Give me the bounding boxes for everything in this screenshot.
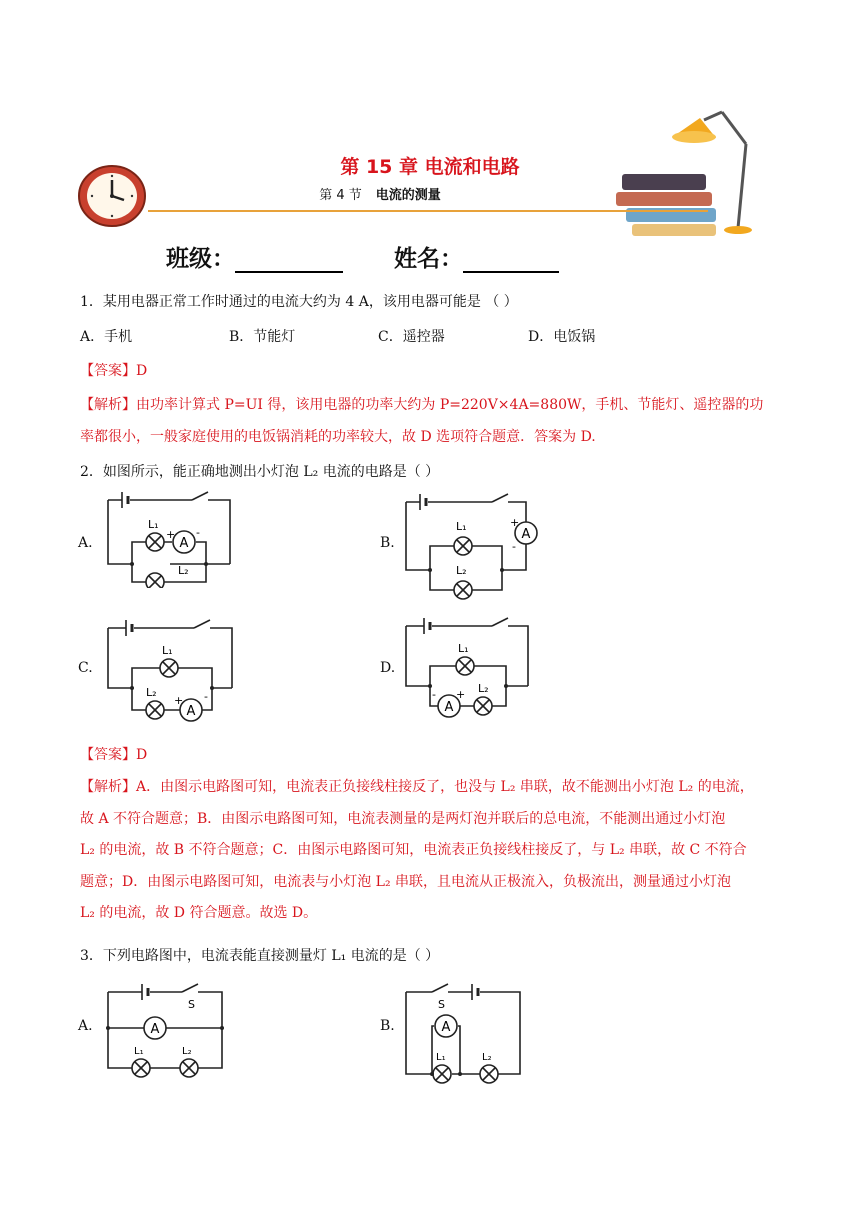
q1-option-c: C．遥控器 xyxy=(378,329,445,345)
q2d-minus-label: - xyxy=(432,688,436,701)
class-field xyxy=(166,240,343,273)
q2b-ammeter-label: A xyxy=(521,527,531,542)
q1-analysis-line-1: 【解析】由功率计算式 P=UI 得，该用电器的功率大约为 P=220V×4A=880W，手机、节能灯、遥控器的功 xyxy=(80,397,764,413)
q2-option-d-label: D. xyxy=(380,660,396,676)
q2-analysis-line-5: L₂ 的电流，故 D 符合题意。故选 D。 xyxy=(80,905,318,921)
class-label: 班级： xyxy=(166,246,235,272)
q1-stem: 1．某用电器正常工作时通过的电流大约为 4 A，该用电器可能是 （ ） xyxy=(80,294,518,310)
name-blank xyxy=(463,247,559,273)
q2-analysis-line-1: 【解析】A．由图示电路图可知，电流表正负接线柱接反了，也没与 L₂ 串联，故不能测出小灯泡 L₂ 的电流， xyxy=(80,779,754,795)
q1-option-b: B．节能灯 xyxy=(229,329,296,345)
section-heading xyxy=(0,184,760,203)
class-blank xyxy=(235,247,343,273)
q3b-ammeter-label: A xyxy=(441,1020,451,1035)
q3-circuit-b xyxy=(402,978,526,1084)
q2-stem: 2．如图所示，能正确地测出小灯泡 L₂ 电流的电路是（ ） xyxy=(80,464,440,480)
q2-option-a-label: A. xyxy=(78,535,93,551)
q2-circuit-d xyxy=(402,612,534,724)
q2d-lamp1-label: L₁ xyxy=(458,642,469,655)
chapter-title: 第 15 章 电流和电路 xyxy=(340,156,520,178)
q3-option-b-label: B. xyxy=(380,1018,395,1034)
q1-option-a: A．手机 xyxy=(80,329,133,345)
q2d-lamp2-label: L₂ xyxy=(478,682,489,695)
q2-answer: 【答案】D xyxy=(80,747,148,763)
header-divider xyxy=(148,210,708,212)
q2-analysis-line-3: L₂ 的电流，故 B 不符合题意；C．由图示电路图可知，电流表正负接线柱接反了，与 L₂ 串联，故 C 不符合 xyxy=(80,842,747,858)
q2b-plus-label: + xyxy=(510,516,520,529)
q3-circuit-a xyxy=(104,976,228,1082)
section-number: 第 4 节 xyxy=(319,188,362,203)
q2a-minus-label: - xyxy=(196,526,200,539)
q2b-lamp1-label: L₁ xyxy=(456,520,467,533)
q2c-lamp1-label: L₁ xyxy=(162,644,173,657)
q1-answer: 【答案】D xyxy=(80,363,148,379)
q2b-minus-label: - xyxy=(512,540,516,553)
q2-option-c-label: C. xyxy=(78,660,93,676)
q3-stem: 3．下列电路图中，电流表能直接测量灯 L₁ 电流的是（ ） xyxy=(80,948,440,964)
q3a-switch-label: S xyxy=(188,998,195,1011)
q2-option-b-label: B. xyxy=(380,535,395,551)
q1-analysis xyxy=(80,390,780,453)
q2-analysis-line-4: 题意；D．由图示电路图可知，电流表与小灯泡 L₂ 串联，且电流从正极流入，负极流出，测量通过小灯泡 xyxy=(80,873,732,890)
q3a-lamp1-label: L₁ xyxy=(134,1046,144,1057)
q2c-minus-label: - xyxy=(204,690,208,703)
q2d-plus-label: + xyxy=(456,688,466,701)
q2-analysis-line-2: 故 A 不符合题意；B．由图示电路图可知，电流表测量的是两灯泡并联后的总电流，不能测出通过小灯泡 xyxy=(80,810,726,827)
q2-circuit-b xyxy=(402,490,542,600)
q2d-ammeter-label: A xyxy=(444,700,454,715)
q3-option-a-label: A. xyxy=(78,1018,93,1034)
q2a-ammeter-label: A xyxy=(179,536,189,551)
q2c-lamp2-label: L₂ xyxy=(146,686,157,699)
q2a-lamp1-label: L₁ xyxy=(148,518,159,531)
name-field xyxy=(394,240,559,273)
q2a-lamp2-label: L₂ xyxy=(178,564,189,577)
q3b-lamp2-label: L₂ xyxy=(482,1052,492,1063)
section-title: 电流的测量 xyxy=(375,188,441,203)
q3b-switch-label: S xyxy=(438,998,445,1011)
q1-option-d: D．电饭锅 xyxy=(528,329,596,345)
q2c-ammeter-label: A xyxy=(186,704,196,719)
q2-analysis xyxy=(80,772,780,930)
q2a-plus-label: + xyxy=(166,528,176,541)
q3a-ammeter-label: A xyxy=(150,1022,160,1037)
q3a-lamp2-label: L₂ xyxy=(182,1046,192,1057)
q2-circuit-c xyxy=(104,614,236,724)
q1-analysis-line-2: 率都很小，一般家庭使用的电饭锅消耗的功率较大，故 D 选项符合题意．答案为 D. xyxy=(80,428,596,445)
name-label: 姓名： xyxy=(394,246,463,272)
q3b-lamp1-label: L₁ xyxy=(436,1052,446,1063)
q2c-plus-label: + xyxy=(174,694,184,707)
q2b-lamp2-label: L₂ xyxy=(456,564,467,577)
q2-circuit-a xyxy=(104,488,234,588)
